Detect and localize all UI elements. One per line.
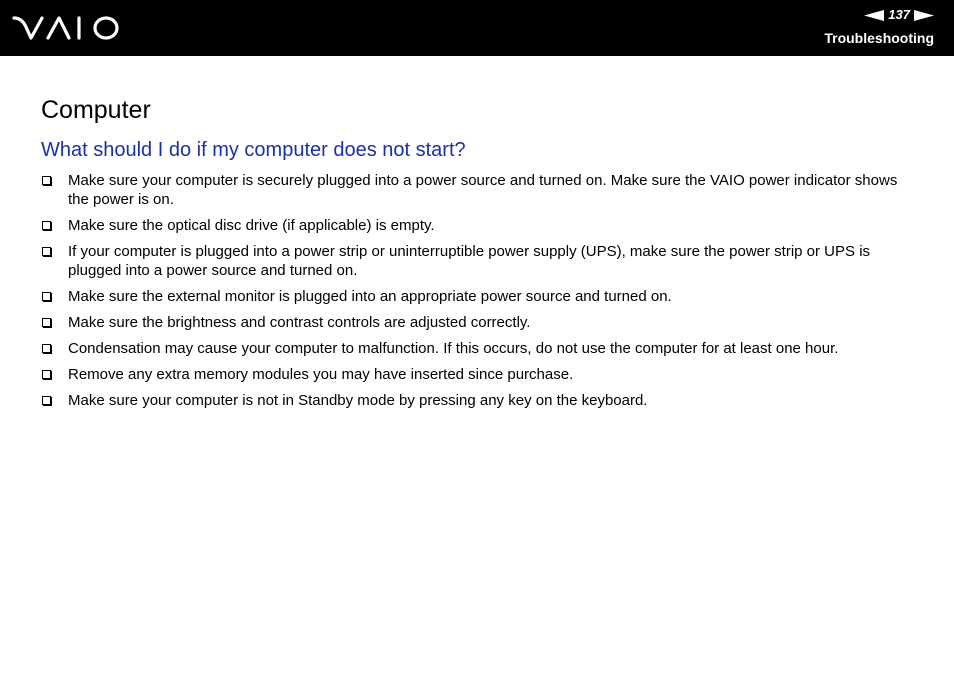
- section-label: Troubleshooting: [824, 30, 934, 46]
- list-item: [41, 339, 921, 358]
- list-item-text: Make sure the brightness and contrast controls are adjusted correctly.: [68, 314, 531, 331]
- checkbox-icon: [42, 221, 51, 230]
- page-number: 137: [888, 7, 910, 22]
- checkbox-icon: [42, 344, 51, 353]
- list-item: [41, 313, 921, 332]
- page-navigation: [864, 7, 934, 23]
- list-item-text: Condensation may cause your computer to malfunction. If this occurs, do not use the computer for at least one hour.: [68, 340, 839, 357]
- page-title: Computer: [41, 96, 151, 124]
- checkbox-icon: [42, 370, 51, 379]
- checkbox-icon: [42, 292, 51, 301]
- previous-page-arrow-icon[interactable]: [864, 10, 884, 21]
- list-item: [41, 216, 921, 235]
- list-item-text: Make sure your computer is securely plugged into a power source and turned on. Make sure the VAIO power indicator shows the power is on.: [68, 172, 898, 208]
- checkbox-icon: [42, 247, 51, 256]
- list-item: [41, 391, 921, 410]
- list-item-text: If your computer is plugged into a power strip or uninterruptible power supply (UPS), make sure the power strip or UPS is plugged into a power source and turned on.: [68, 243, 871, 279]
- list-item-text: Make sure the optical disc drive (if applicable) is empty.: [68, 217, 435, 234]
- troubleshooting-checklist: [41, 171, 921, 417]
- header-bar: [0, 0, 954, 56]
- list-item: [41, 171, 921, 209]
- checkbox-icon: [42, 396, 51, 405]
- list-item-text: Make sure the external monitor is plugged into an appropriate power source and turned on.: [68, 288, 672, 305]
- question-heading: What should I do if my computer does not start?: [41, 139, 466, 161]
- list-item: [41, 242, 921, 280]
- list-item-text: Make sure your computer is not in Standby mode by pressing any key on the keyboard.: [68, 392, 648, 409]
- vaio-logo: [12, 14, 122, 42]
- list-item: [41, 287, 921, 306]
- next-page-arrow-icon[interactable]: [914, 10, 934, 21]
- list-item: [41, 365, 921, 384]
- checkbox-icon: [42, 318, 51, 327]
- list-item-text: Remove any extra memory modules you may have inserted since purchase.: [68, 366, 574, 383]
- checkbox-icon: [42, 176, 51, 185]
